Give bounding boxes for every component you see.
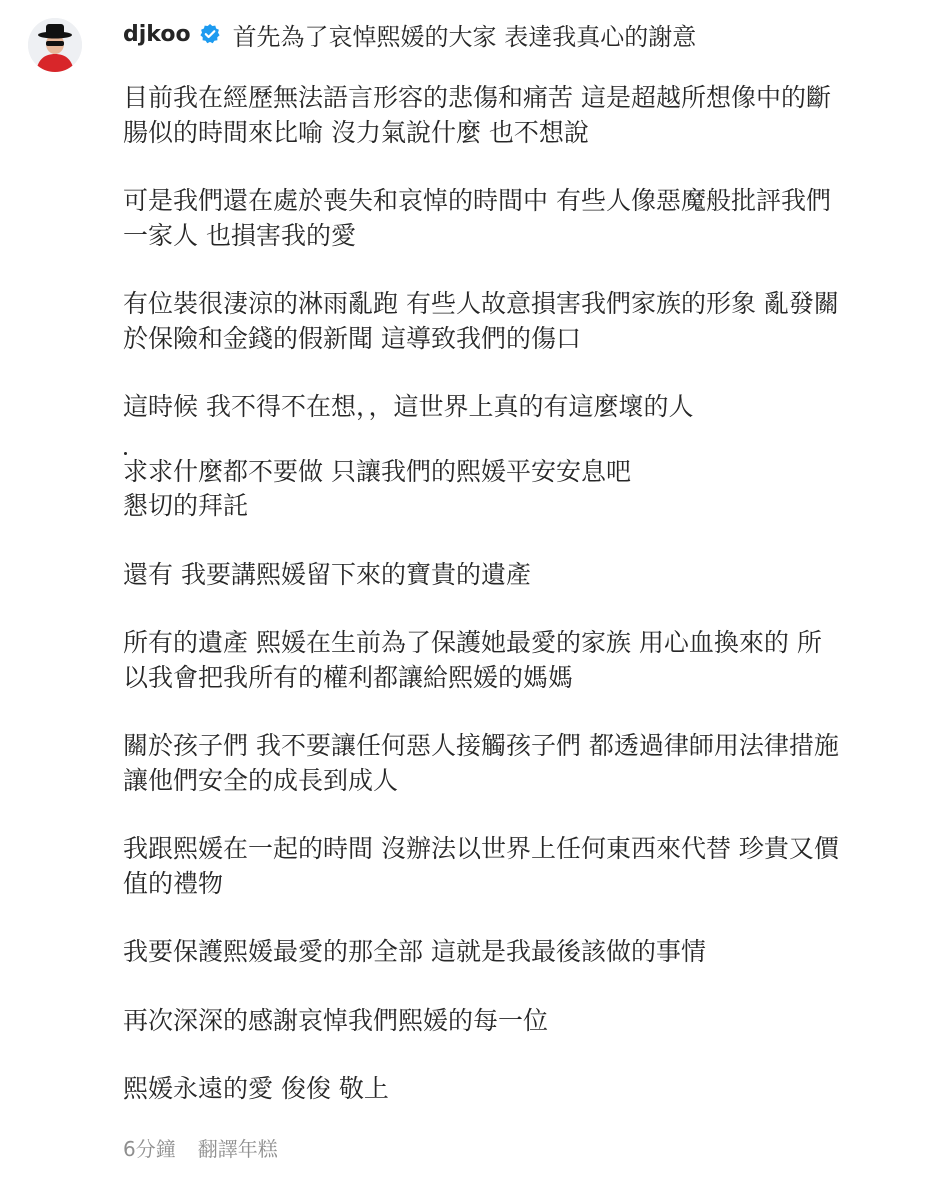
post-line: 我要保護熙媛最愛的那全部 這就是我最後該做的事情 (123, 937, 706, 966)
post-body (123, 81, 913, 1107)
post-line: 目前我在經歷無法語言形容的悲傷和痛苦 這是超越所想像中的斷 (123, 83, 831, 112)
post-line: 讓他們安全的成長到成人 (123, 765, 399, 795)
see-translation-link[interactable]: 翻譯年糕 (197, 1137, 278, 1161)
paragraph (123, 455, 913, 524)
post-first-line: 首先為了哀悼熙媛的大家 表達我真心的謝意 (232, 22, 697, 51)
paragraph (123, 390, 913, 425)
post-line: 再次深深的感謝哀悼我們熙媛的每一位 (123, 1005, 549, 1035)
post-line: 值的禮物 (123, 868, 224, 898)
post-line: 所有的遺產 熙媛在生前為了保護她最愛的家族 用心血換來的 所 (123, 628, 822, 657)
post-line: 這時候 我不得不在想，，這世界上真的有這麼壞的人 (123, 392, 694, 421)
paragraph (123, 1004, 913, 1039)
post-timestamp[interactable]: 6分鐘 (123, 1137, 176, 1161)
avatar[interactable] (28, 18, 82, 72)
paragraph (123, 558, 913, 593)
post-line: 關於孩子們 我不要讓任何惡人接觸孩子們 都透過律師用法律措施 (123, 731, 839, 760)
paragraph (123, 184, 913, 253)
post-line: 我跟熙媛在一起的時間 沒辦法以世界上任何東西來代替 珍貴又價 (123, 834, 839, 863)
paragraph (123, 935, 913, 970)
paragraph (123, 729, 913, 798)
paragraph (123, 832, 913, 901)
post-line: 以我會把我所有的權利都讓給熙媛的媽媽 (123, 662, 574, 692)
paragraph (123, 287, 913, 356)
paragraph (123, 81, 913, 150)
post-line: 還有 我要講熙媛留下來的寶貴的遺產 (123, 559, 531, 589)
post-line: 腸似的時間來比喻 沒力氣說什麼 也不想說 (123, 117, 589, 147)
post-line: 熙媛永遠的愛 俊俊 敬上 (123, 1074, 389, 1103)
post-line: 一家人 也損害我的愛 (123, 220, 356, 250)
paragraph (123, 1072, 913, 1107)
post-line: 可是我們還在處於喪失和哀悼的時間中 有些人像惡魔般批評我們 (123, 186, 831, 215)
post-line: 懇切的拜託 (123, 491, 249, 520)
stray-dot (124, 452, 127, 455)
paragraph (123, 626, 913, 695)
post-footer (123, 1133, 278, 1162)
post-line: 有位裝很淒涼的淋雨亂跑 有些人故意損害我們家族的形象 亂發關 (123, 289, 839, 318)
post-line: 於保險和金錢的假新聞 這導致我們的傷口 (123, 323, 581, 353)
username-link[interactable]: djkoo (123, 21, 191, 47)
verified-badge-icon (199, 23, 221, 45)
post-line: 求求什麼都不要做 只讓我們的熙媛平安安息吧 (123, 456, 631, 486)
post-header (123, 18, 696, 50)
